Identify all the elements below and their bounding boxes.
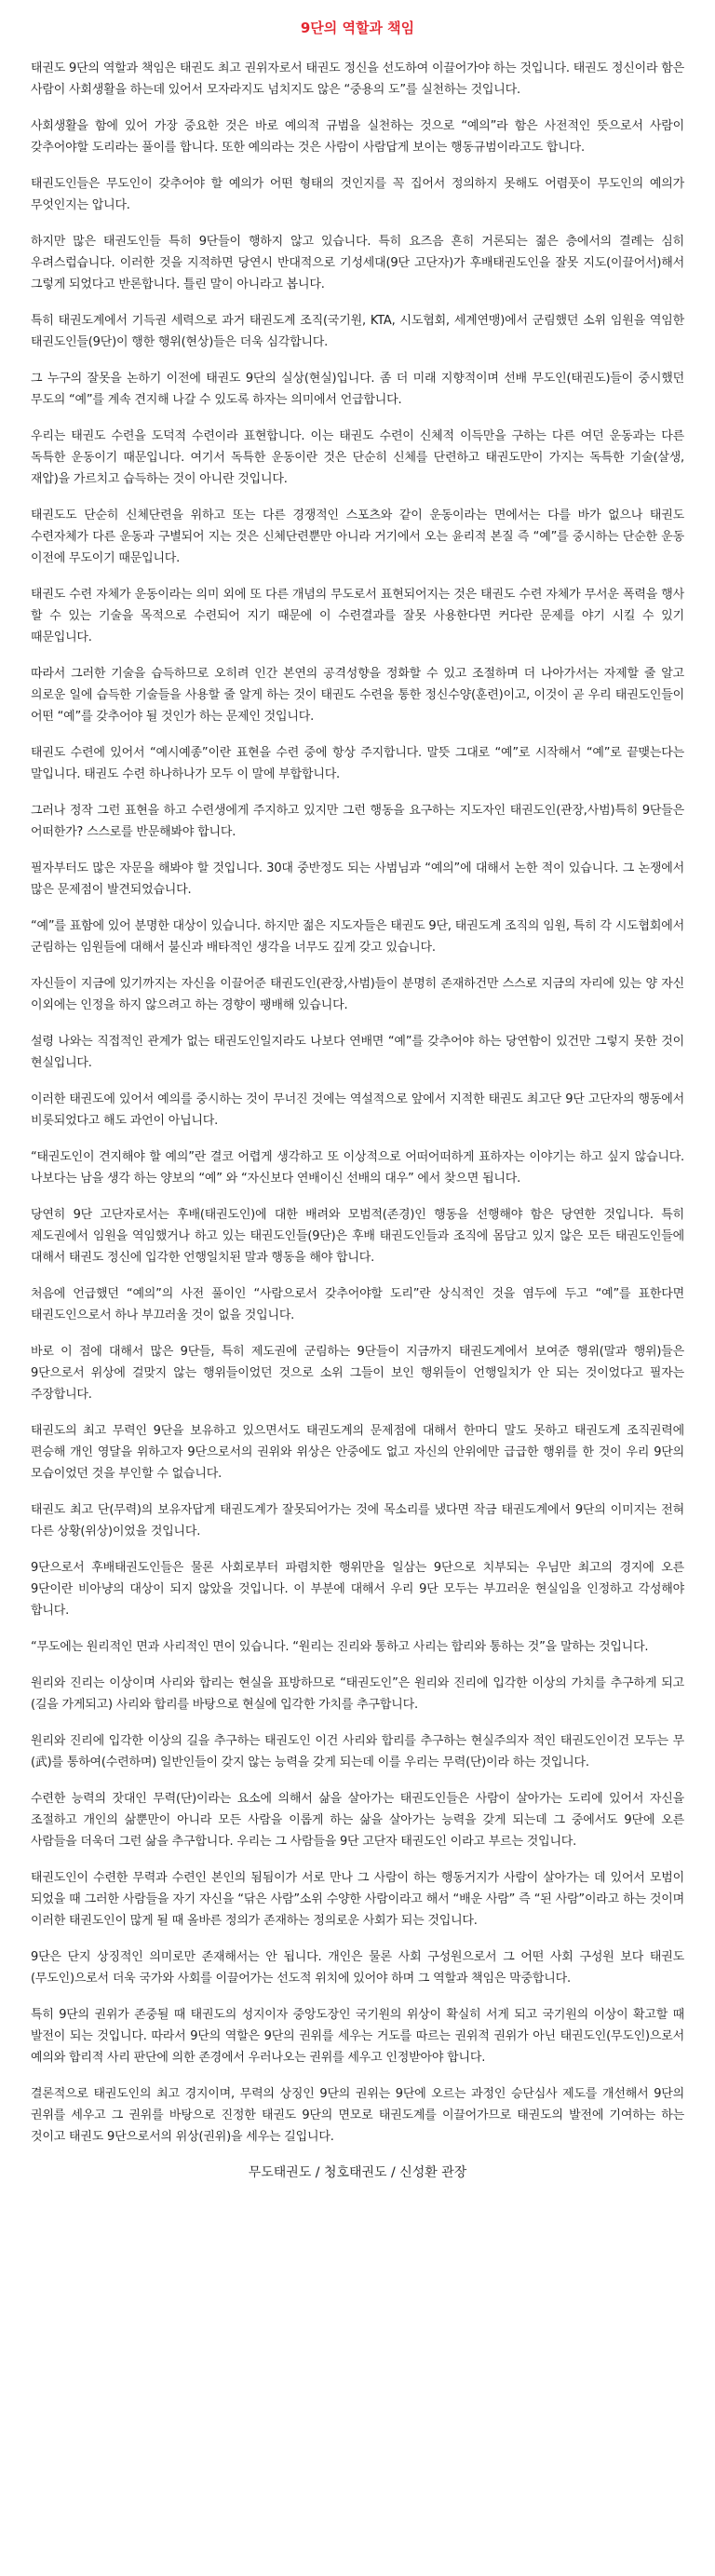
paragraph-31: 특히 9단의 권위가 존중될 때 태권도의 성지이자 중앙도장인 국기원의 위상이 확실히 서게 되고 국기원의 이상이 확고할 때 발전이 되는 것입니다. 따라서 9단의 역할은 9단의 권위를 세우는 거도를 따르는 권위적 권위가 아닌 태권도인(무도인)으로서 예의와 합리적 사리 판단에 의한 존경에서 우러나오는 권위를 세우고 인정받아야 합니다. <box>31 2008 684 2065</box>
paragraph-29: 태권도인이 수련한 무력과 수련인 본인의 됨됨이가 서로 만나 그 사람이 하는 행동거지가 사람이 살아가는 데 있어서 모범이 되었을 때 그러한 사람들을 자기 자신을 “닦은 사람”소위 수양한 사람이라고 해서 “배운 사람” 즉 “된 사람”이라고 하는 것이며 이러한 태권도인이 많게 될 때 올바른 정의가 존재하는 정의로운 사회가 되는 것입니다. <box>31 1871 684 1928</box>
paragraph-15: 자신들이 지금에 있기까지는 자신을 이끌어준 태권도인(관장,사범)들이 분명히 존재하건만 스스로 지금의 자리에 있는 양 자신 이외에는 인정을 하지 않으려고 하는 경향이 팽배해 있습니다. <box>31 977 684 1012</box>
paragraph-21: 바로 이 점에 대해서 많은 9단들, 특히 제도권에 군림하는 9단들이 지금까지 태권도계에서 보여준 행위(말과 행위)들은 9단으로서 위상에 걸맞지 않는 행위들이었던 것으로 소위 그들이 보인 행위들이 언행일치가 안 되는 것이었다고 필자는 주장합니다. <box>31 1345 684 1402</box>
paragraph-27: 원리와 진리에 입각한 이상의 길을 추구하는 태권도인 이건 사리와 합리를 추구하는 현실주의자 적인 태권도인이건 모두는 무(武)를 통하여(수련하며) 일반인들이 갖지 않는 능력을 갖게 되는데 이를 우리는 무력(단)이라 하는 것입니다. <box>31 1734 684 1769</box>
paragraph-18: “태권도인이 견지해야 할 예의”란 결코 어렵게 생각하고 또 이상적으로 어떠어떠하게 표하자는 이야기는 하고 싶지 않습니다. 나보다는 남을 생각 하는 양보의 “예” 와 “자신보다 연배이신 선배의 대우” 에서 찾으면 됩니다. <box>31 1150 684 1186</box>
paragraph-14: “예”를 표함에 있어 분명한 대상이 있습니다. 하지만 젊은 지도자들은 태권도 9단, 태권도계 조직의 임원, 특히 각 시도협회에서 군림하는 임원들에 대해서 불신과 배타적인 생각을 너무도 깊게 갖고 있습니다. <box>31 919 684 955</box>
paragraph-28: 수련한 능력의 잣대인 무력(단)이라는 요소에 의해서 삶을 살아가는 태권도인들은 사람이 살아가는 도리에 있어서 자신을 조절하고 개인의 삶뿐만이 아니라 모든 사람을 이롭게 하는 삶을 살아가는 능력을 갖게 되는데 그 중에서도 9단에 오른 사람들을 더욱더 그런 삶을 추구합니다. 우리는 그 사람들을 9단 고단자 태권도인 이라고 부르는 것입니다. <box>31 1792 684 1849</box>
paragraph-8: 태권도도 단순히 신체단련을 위하고 또는 다른 경쟁적인 스포츠와 같이 운동이라는 면에서는 다를 바가 없으나 태권도 수련자체가 다른 운동과 구별되어 지는 것은 신체단련뿐만 아니라 거기에서 오는 윤리적 본질 즉 “예”를 중시하는 단순한 운동 이전에 무도이기 때문입니다. <box>31 508 684 565</box>
paragraph-16: 설령 나와는 직접적인 관계가 없는 태권도인일지라도 나보다 연배면 “예”를 갖추어야 하는 당연함이 있건만 그렇지 못한 것이 현실입니다. <box>31 1035 684 1070</box>
paragraph-11: 태권도 수련에 있어서 “예시예종”이란 표현을 수련 중에 항상 주지합니다. 말뜻 그대로 “예”로 시작해서 “예”로 끝맺는다는 말입니다. 태권도 수련 하나하나가 모두 이 말에 부합합니다. <box>31 746 684 781</box>
paragraph-23: 태권도 최고 단(무력)의 보유자답게 태권도계가 잘못되어가는 것에 목소리를 냈다면 작금 태권도계에서 9단의 이미지는 전혀 다른 상황(위상)이었을 것입니다. <box>31 1503 684 1539</box>
paragraph-32: 결론적으로 태권도인의 최고 경지이며, 무력의 상징인 9단의 권위는 9단에 오르는 과정인 승단심사 제도를 개선해서 9단의 권위를 세우고 그 권위를 바탕으로 진정한 태권도 9단의 면모로 태권도계를 이끌어가므로 태권도의 발전에 기여하는 하는 것이고 태권도 9단으로서의 위상(권위)을 세우는 길입니다. <box>31 2087 684 2144</box>
paragraph-19: 당연히 9단 고단자로서는 후배(태권도인)에 대한 배려와 모범적(존경)인 행동을 선행해야 함은 당연한 것입니다. 특히 제도권에서 임원을 역임했거나 하고 있는 태권도인들(9단)은 후배 태권도인들과 조직에 몸담고 있지 않은 모든 태권도인들에 대해서 태권도 정신에 입각한 언행일치된 말과 행동을 해야 합니다. <box>31 1208 684 1265</box>
paragraph-22: 태권도의 최고 무력인 9단을 보유하고 있으면서도 태권도계의 문제점에 대해서 한마디 말도 못하고 태권도계 조직권력에 편승해 개인 영달을 위하고자 9단으로서의 권위와 위상은 안중에도 없고 자신의 안위에만 급급한 행위를 한 것이 우리 9단의 모습이었던 것을 부인할 수 없습니다. <box>31 1424 684 1481</box>
paragraph-10: 따라서 그러한 기술을 습득하므로 오히려 인간 본연의 공격성향을 정화할 수 있고 조절하며 더 나아가서는 자제할 줄 알고 의로운 일에 습득한 기술들을 사용할 줄 알게 하는 것이 태권도 수련을 통한 정신수양(훈련)이고, 이것이 곧 우리 태권도인들이 어떤 “예”를 갖추어야 될 것인가 하는 문제인 것입니다. <box>31 667 684 724</box>
paragraph-24: 9단으로서 후배태권도인들은 물론 사회로부터 파렴치한 행위만을 일삼는 9단으로 치부되는 우님만 최고의 경지에 오른 9단이란 비아냥의 대상이 되지 않았을 것입니다. 이 부분에 대해서 우리 9단 모두는 부끄러운 현실임을 인정하고 각성해야 합니다. <box>31 1561 684 1618</box>
paragraph-1: 태권도 9단의 역할과 책임은 태권도 최고 권위자로서 태권도 정신을 선도하여 이끌어가야 하는 것입니다. 태권도 정신이라 함은 사람이 사회생활을 하는데 있어서 모자라지도 넘치지도 않은 “중용의 도”를 실천하는 것입니다. <box>31 61 684 97</box>
paragraph-6: 그 누구의 잘못을 논하기 이전에 태권도 9단의 실상(현실)입니다. 좀 더 미래 지향적이며 선배 무도인(태권도)들이 중시했던 무도의 “예”를 계속 견지해 나갈 수 있도록 하자는 의미에서 언급합니다. <box>31 372 684 407</box>
paragraph-9: 태권도 수련 자체가 운동이라는 의미 외에 또 다른 개념의 무도로서 표현되어지는 것은 태권도 수련 자체가 무서운 폭력을 행사 할 수 있는 기술을 목적으로 수련되어 지기 때문에 이 수련결과를 잘못 사용한다면 커다란 문제를 야기 시킬 수 있기 때문입니다. <box>31 588 684 644</box>
paragraph-26: 원리와 진리는 이상이며 사리와 합리는 현실을 표방하므로 “태권도인”은 원리와 진리에 입각한 이상의 가치를 추구하게 되고(길을 가게되고) 사리와 합리를 바탕으로 현실에 입각한 가치를 추구합니다. <box>31 1676 684 1712</box>
document-title: 9단의 역할과 책임 <box>300 20 415 36</box>
paragraph-13: 필자부터도 많은 자문을 해봐야 할 것입니다. 30대 중반정도 되는 사범님과 “예의”에 대해서 논한 적이 있습니다. 그 논쟁에서 많은 문제점이 발견되었습니다. <box>31 861 684 897</box>
paragraph-17: 이러한 태권도에 있어서 예의를 중시하는 것이 무너진 것에는 역설적으로 앞에서 지적한 태권도 최고단 9단 고단자의 행동에서 비롯되었다고 해도 과언이 아닙니다. <box>31 1092 684 1128</box>
paragraph-3: 태권도인들은 무도인이 갖추어야 할 예의가 어떤 형태의 것인지를 꼭 집어서 정의하지 못해도 어렴풋이 무도인의 예의가 무엇인지는 압니다. <box>31 177 684 212</box>
paragraph-12: 그러나 정작 그런 표현을 하고 수련생에게 주지하고 있지만 그런 행동을 요구하는 지도자인 태권도인(관장,사범)특히 9단들은 어떠한가? 스스로를 반문해봐야 합니다. <box>31 804 684 839</box>
paragraph-4: 하지만 많은 태권도인들 특히 9단들이 행하지 않고 있습니다. 특히 요즈음 흔히 거론되는 젊은 층에서의 결례는 심히 우려스럽습니다. 이러한 것을 지적하면 당연시 반대적으로 기성세대(9단 고단자)가 후배태권도인을 잘못 지도(이끌어서)해서 그렇게 되었다고 반론합니다. 틀린 말이 아니라고 봅니다. <box>31 235 684 291</box>
paragraph-5: 특히 태권도계에서 기득권 세력으로 과거 태권도계 조직(국기원, KTA, 시도협회, 세계연맹)에서 군림했던 소위 임원을 역임한 태권도인들(9단)이 행한 행위(현상)들은 더욱 심각합니다. <box>31 314 684 349</box>
paragraph-2: 사회생활을 함에 있어 가장 중요한 것은 바로 예의적 규범을 실천하는 것으로 “예의”라 함은 사전적인 뜻으로서 사람이 갖추어야할 도리라는 풀이를 합니다. 또한 예의라는 것은 사람이 사람답게 보이는 행동규범이라고도 합니다. <box>31 119 684 155</box>
paragraph-25: “무도에는 원리적인 면과 사리적인 면이 있습니다. “원리는 진리와 통하고 사리는 합리와 통하는 것”을 말하는 것입니다. <box>31 1640 649 1654</box>
paragraph-20: 처음에 언급했던 “예의”의 사전 풀이인 “사람으로서 갖추어야할 도리”란 상식적인 것을 염두에 두고 “예”를 표한다면 태권도인으로서 하나 부끄러울 것이 없을 것입니다. <box>31 1287 684 1322</box>
paragraph-30: 9단은 단지 상징적인 의미로만 존재해서는 안 됩니다. 개인은 물론 사회 구성원으로서 그 어떤 사회 구성원 보다 태권도(무도인)으로서 더욱 국가와 사회를 이끌어가는 선도적 위치에 있어야 하며 그 역할과 책임은 막중합니다. <box>31 1950 684 1986</box>
document-body <box>31 58 684 2148</box>
author-signature: 무도태권도 / 청호태권도 / 신성환 관장 <box>248 2165 467 2180</box>
paragraph-7: 우리는 태권도 수련을 도덕적 수련이라 표현합니다. 이는 태권도 수련이 신체적 이득만을 구하는 다른 여던 운동과는 다른 독특한 운동이기 때문입니다. 여기서 독특한 운동이란 것은 단순히 신체를 단련하고 태권도만이 가지는 독특한 기술(살생, 재압)을 가르치고 습득하는 것이 아니란 것입니다. <box>31 429 684 486</box>
